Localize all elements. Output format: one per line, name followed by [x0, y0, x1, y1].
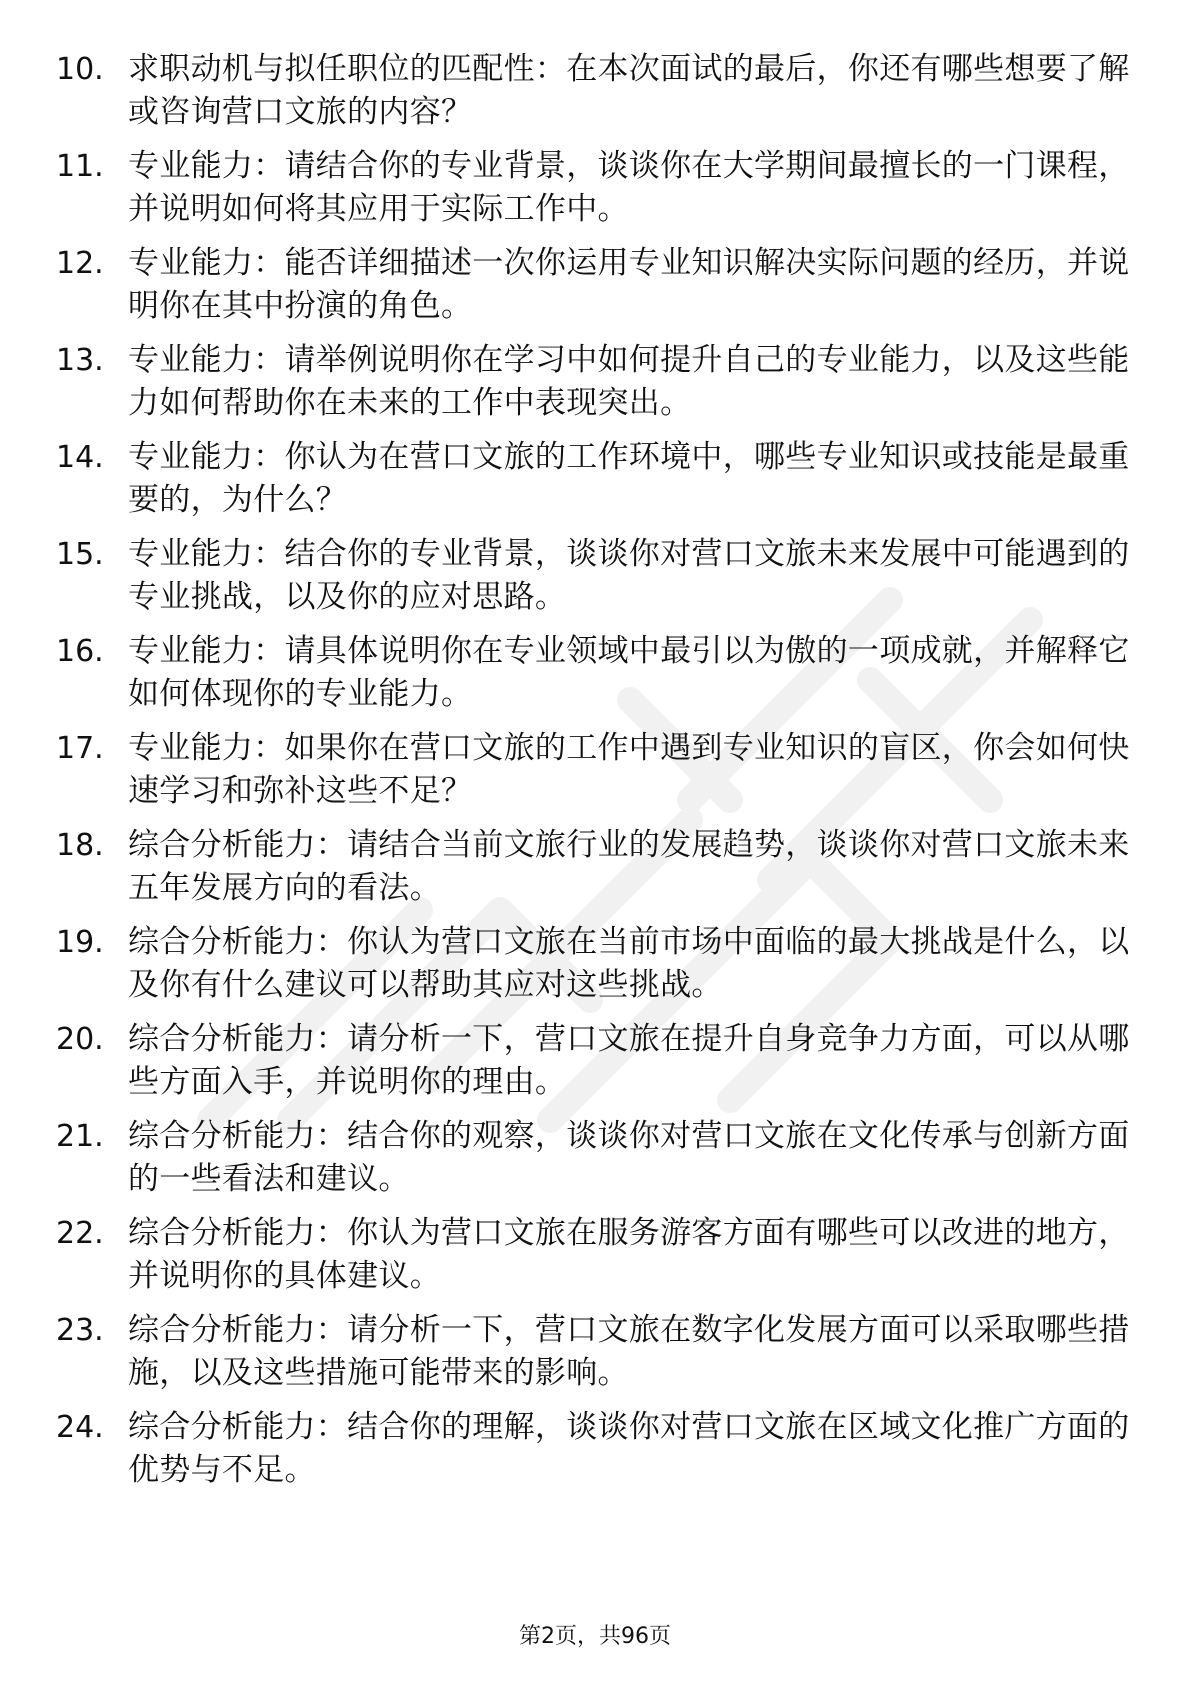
- question-number: 18.: [56, 828, 104, 863]
- page-number-label: 第2页，共96页: [519, 1624, 671, 1649]
- question-text: 综合分析能力：结合你的理解，谈谈你对营口文旅在区域文化推广方面的优势与不足。: [128, 1409, 1130, 1488]
- question-text: 综合分析能力：请分析一下，营口文旅在提升自身竞争力方面，可以从哪些方面入手，并说明你的理由。: [128, 1021, 1130, 1100]
- question-text: 专业能力：请结合你的专业背景，谈谈你在大学期间最擅长的一门课程，并说明如何将其应用于实际工作中。: [128, 148, 1130, 227]
- question-text: 专业能力：能否详细描述一次你运用专业知识解决实际问题的经历，并说明你在其中扮演的角色。: [128, 245, 1130, 324]
- question-text: 综合分析能力：结合你的观察，谈谈你对营口文旅在文化传承与创新方面的一些看法和建议。: [128, 1118, 1130, 1197]
- list-item: [56, 1018, 1136, 1115]
- question-number: 16.: [56, 634, 104, 669]
- list-item: [56, 1406, 1136, 1503]
- list-item: [56, 921, 1136, 1018]
- question-number: 10.: [56, 52, 104, 87]
- question-number: 14.: [56, 440, 104, 475]
- question-text: 专业能力：请具体说明你在专业领域中最引以为傲的一项成就，并解释它如何体现你的专业能力。: [128, 633, 1130, 712]
- question-number: 20.: [56, 1022, 104, 1057]
- list-item: [56, 727, 1136, 824]
- list-item: [56, 1309, 1136, 1406]
- question-list: [56, 48, 1136, 1503]
- list-item: [56, 339, 1136, 436]
- question-text: 求职动机与拟任职位的匹配性：在本次面试的最后，你还有哪些想要了解或咨询营口文旅的内容？: [128, 51, 1130, 130]
- list-item: [56, 242, 1136, 339]
- list-item: [56, 824, 1136, 921]
- question-number: 13.: [56, 343, 104, 378]
- question-text: 专业能力：请举例说明你在学习中如何提升自己的专业能力，以及这些能力如何帮助你在未来的工作中表现突出。: [128, 342, 1130, 421]
- question-number: 23.: [56, 1313, 104, 1348]
- list-item: [56, 436, 1136, 533]
- list-item: [56, 630, 1136, 727]
- question-number: 22.: [56, 1216, 104, 1251]
- list-item: [56, 1212, 1136, 1309]
- list-item: [56, 533, 1136, 630]
- list-item: [56, 48, 1136, 145]
- page-footer: [0, 1622, 1190, 1652]
- question-number: 15.: [56, 537, 104, 572]
- question-text: 专业能力：你认为在营口文旅的工作环境中，哪些专业知识或技能是最重要的，为什么？: [128, 439, 1130, 518]
- question-number: 12.: [56, 246, 104, 281]
- question-text: 综合分析能力：请分析一下，营口文旅在数字化发展方面可以采取哪些措施，以及这些措施可能带来的影响。: [128, 1312, 1130, 1391]
- question-text: 综合分析能力：请结合当前文旅行业的发展趋势，谈谈你对营口文旅未来五年发展方向的看法。: [128, 827, 1130, 906]
- question-text: 综合分析能力：你认为营口文旅在当前市场中面临的最大挑战是什么，以及你有什么建议可以帮助其应对这些挑战。: [128, 924, 1130, 1003]
- question-number: 19.: [56, 925, 104, 960]
- list-item: [56, 1115, 1136, 1212]
- question-number: 11.: [56, 149, 104, 184]
- list-item: [56, 145, 1136, 242]
- question-number: 17.: [56, 731, 104, 766]
- question-text: 综合分析能力：你认为营口文旅在服务游客方面有哪些可以改进的地方，并说明你的具体建议。: [128, 1215, 1130, 1294]
- question-number: 21.: [56, 1119, 104, 1154]
- question-text: 专业能力：结合你的专业背景，谈谈你对营口文旅未来发展中可能遇到的专业挑战，以及你的应对思路。: [128, 536, 1130, 615]
- question-text: 专业能力：如果你在营口文旅的工作中遇到专业知识的盲区，你会如何快速学习和弥补这些不足？: [128, 730, 1130, 809]
- question-number: 24.: [56, 1410, 104, 1445]
